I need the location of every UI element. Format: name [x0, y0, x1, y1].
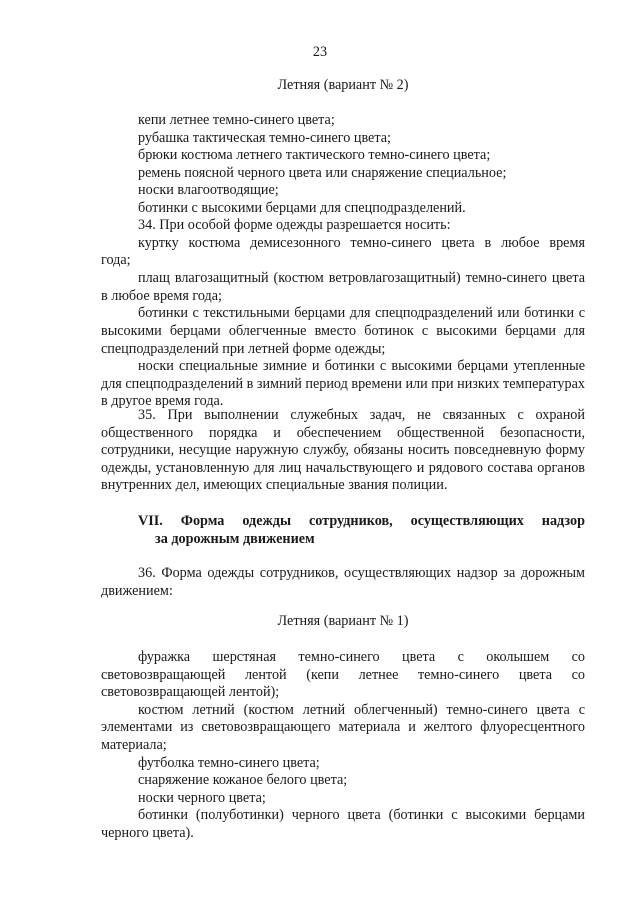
list-item: футболка темно-синего цвета;	[138, 754, 320, 771]
section-7-heading	[101, 513, 585, 548]
list-item: носки черного цвета;	[138, 789, 266, 806]
paragraph-35-text: 35. При выполнении служебных задач, не связанных с охраной общественного порядка и обеспечением общественной безопасности, сотрудники, несущие наружную службу, обязаны носить повседневную форму одежды, установленную для лиц начальствующего и рядового состава органов внутренних дел, имеющих специальные звания полиции.	[101, 407, 585, 494]
list-item: рубашка тактическая темно-синего цвета;	[138, 129, 391, 146]
paragraph-34-item-1-line-2: года;	[101, 252, 131, 269]
list-item: снаряжение кожаное белого цвета;	[138, 772, 348, 789]
paragraph-36-text: 36. Форма одежды сотрудников, осуществляющих надзор за дорожным движением:	[101, 565, 585, 599]
list-item: брюки костюма летнего тактического темно-синего цвета;	[138, 147, 491, 164]
summer-v1-item-2: костюм летний (костюм летний облегченный) темно-синего цвета с элементами из световозвращающего материала и желтого флуоресцентного материала;	[101, 701, 585, 753]
summer-v2-list	[101, 112, 585, 218]
paragraph-35	[101, 407, 585, 495]
list-item: носки влагоотводящие;	[138, 182, 279, 199]
paragraph-36	[101, 565, 585, 600]
summer-v2-heading: Летняя (вариант № 2)	[277, 77, 409, 93]
list-item: ремень поясной черного цвета или снаряжение специальное;	[138, 164, 507, 181]
summer-v2-section	[101, 77, 585, 95]
paragraph-34-item-2: плащ влагозащитный (костюм ветровлагозащитный) темно-синего цвета в любое время года;	[101, 270, 585, 304]
section-7-title-line-1: VII. Форма одежды сотрудников, осуществляющих надзор	[138, 513, 585, 529]
summer-v1-section	[101, 613, 585, 631]
summer-v1-heading: Летняя (вариант № 1)	[277, 613, 409, 629]
summer-v1-item-last: ботинки (полуботинки) черного цвета (ботинки с высокими берцами черного цвета).	[101, 807, 585, 841]
paragraph-34-intro: 34. При особой форме одежды разрешается носить:	[138, 217, 451, 233]
list-item: ботинки с высокими берцами для спецподразделений.	[138, 199, 466, 216]
paragraph-34-item-3: ботинки с текстильными берцами для спецподразделений или ботинки с высокими берцами облегченные вместо ботинок с высокими берцами для спецподразделений при летней форме одежды;	[101, 305, 585, 357]
list-item: кепи летнее темно-синего цвета;	[138, 112, 335, 128]
summer-v1-list	[101, 649, 585, 843]
page-number: 23	[312, 44, 328, 60]
paragraph-34	[101, 217, 585, 411]
summer-v1-item-1: фуражка шерстяная темно-синего цвета с околышем со световозвращающей лентой (кепи летнее темно-синего цвета со световозвращающей лентой);	[101, 649, 585, 701]
section-7-title-line-2: за дорожным движением	[155, 530, 315, 547]
paragraph-34-item-4: носки специальные зимние и ботинки с высокими берцами утепленные для спецподразделений в зимний период времени или при низких температурах в другое время года.	[101, 358, 586, 410]
paragraph-34-item-1-line-1: куртку костюма демисезонного темно-синего цвета в любое время	[138, 234, 585, 251]
